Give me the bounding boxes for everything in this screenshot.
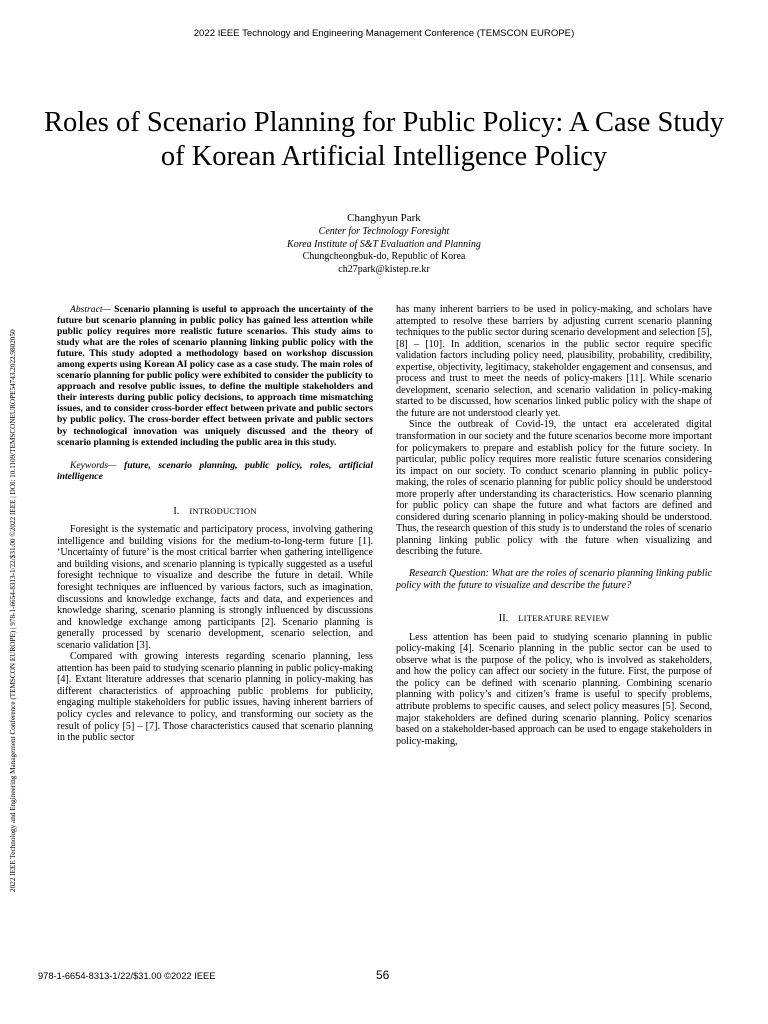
author-location: Chungcheongbuk-do, Republic of Korea: [302, 251, 466, 263]
page-number: 56: [376, 968, 390, 982]
abstract: [57, 304, 373, 448]
research-question: Research Question: What are the roles of scenario planning linking public policy with the future to visualize and describe the future?: [396, 568, 712, 591]
author-department: Center for Technology Foresight: [318, 225, 450, 237]
footer-isbn: 978-1-6654-8313-1/22/$31.00 ©2022 IEEE: [38, 971, 216, 981]
section-title: LITERATURE REVIEW: [518, 613, 610, 624]
intro-paragraph-1: Foresight is the systematic and participatory process, involving gathering intelligence and building visions for the medium-to-long-term future [1]. ‘Uncertainty of future’ is the most critical barrier when gathering intelligence and building visions, and scenario planning is typically suggested as a useful foresight technique to visualize and describe the future in detail. While foresight techniques are influenced by various factors, such as imagination, discussions and knowledge exchange, facts and data, and experiences and knowledge sharing, scenario planning is strongly influenced by discussions and knowledge exchange among participants [2]. Scenario planning is generally processed by scenario development, scenario selection, and scenario validation [3].: [57, 524, 373, 651]
section-title: INTRODUCTION: [189, 505, 257, 516]
abstract-lead: Abstract—: [70, 304, 112, 315]
author-block: [184, 212, 584, 277]
section-number: II.: [498, 613, 509, 625]
section-number: I.: [173, 505, 180, 517]
intro-paragraph-4: Since the outbreak of Covid-19, the untact era accelerated digital transformation in our society and the future scenarios become more important for policymakers to prepare and establish policy for the future society. In particular, public policy requires more realistic future scenarios considering its impact on our society. To conduct scenario planning in public policy-making, the roles of scenario planning for public policy should be understood more properly after understanding its characteristics. How scenario planning for public policy can shape the future and what factors are defined and considered during scenario planning in policy-making should be understood. Thus, the research question of this study is to understand the roles of scenario planning linking public policy with the future when visualizing and describing the future.: [396, 419, 712, 558]
left-column: [57, 304, 373, 744]
paper-title: Roles of Scenario Planning for Public Policy: A Case Study of Korean Artificial Intelligence Policy: [43, 107, 724, 172]
intro-paragraph-3: has many inherent barriers to be used in policy-making, and scholars have attempted to resolve these barriers by adjusting current scenario planning techniques to the public sector during scenario development and selection [5], [8] – [10]. In addition, scenarios in the public sector require specific validation factors including policy need, plausibility, probability, credibility, expertise, objectivity, legitimacy, stakeholder engagement and consensus, and process and trust to meet the needs of policy-makers [11]. While scenario development, scenario selection, and scenario validation in policy-making started to be discussed, how scenarios linked public policy with the shape of the future are not understood clearly yet.: [396, 304, 712, 419]
section-heading-literature-review: [396, 613, 712, 625]
doi-side-note: 2022 IEEE Technology and Engineering Management Conference (TEMSCON EUROPE) | 978-1-6654-8313-1/22/$31.00 ©2022 IEEE | DOI: 10.1109/TEMSCONEUROPE54743.2022.9802050: [9, 329, 17, 892]
right-column: [396, 304, 712, 747]
author-email[interactable]: ch27park@kistep.re.kr: [338, 264, 430, 276]
literature-paragraph-1: Less attention has been paid to studying scenario planning in public policy-making [4]. Scenario planning in the public sector can be used to observe what is the purpose of the policy, who is involved as stakeholders, and how the policy can affect our society in the future. First, the purpose of the policy can be defined with scenario planning. Combining scenario planning with policy’s and citizen’s frame is useful to specify problems, attribute problems to specific causes, and select policy measures [5]. Second, major stakeholders are defined during scenario planning. Policy scenarios based on a stakeholder-based approach can be used to engage stakeholders in policy-making,: [396, 631, 712, 747]
intro-paragraph-2: Compared with growing interests regarding scenario planning, less attention has been paid to studying scenario planning in public policy-making [4]. Extant literature addresses that scenario planning in policy-making has different characteristics of approaching public problems for publicity, engaging multiple stakeholders for public issues, having inherent barriers of policy cycles and relevance to policy, and transforming our society as the result of policy [5] – [7]. Those characteristics caused that scenario planning in the public sector: [57, 651, 373, 744]
conference-header: 2022 IEEE Technology and Engineering Management Conference (TEMSCON EUROPE): [193, 28, 575, 39]
keywords-text: future, scenario planning, public policy, roles, artificial intelligence: [57, 459, 373, 482]
section-heading-introduction: [57, 506, 373, 518]
keywords-lead: Keywords—: [70, 459, 117, 471]
author-name: Changhyun Park: [347, 212, 421, 224]
author-organization: Korea Institute of S&T Evaluation and Planning: [287, 238, 481, 250]
abstract-text: Scenario planning is useful to approach the uncertainty of the future but scenario planning in public policy has gained less attention while public policy requires more realistic future scenarios. This study aims to study what are the roles of scenario planning linking public policy with the future. This study adopted a methodology based on workshop discussion among experts using Korean AI policy case as a case study. The main roles of scenario planning for public policy were exhibited to consider the publicity to approach and resolve public issues, to define the multiple stakeholders and their interests during public policy decisions, to approach time mismatching issues, and to consider cross-border effect between private and public sectors by public policy. The cross-border effect between private and public sectors by technological innovation was uniquely discussed and the theory of scenario planning is extended including the public area in this study.: [57, 304, 373, 448]
keywords: [57, 460, 373, 482]
